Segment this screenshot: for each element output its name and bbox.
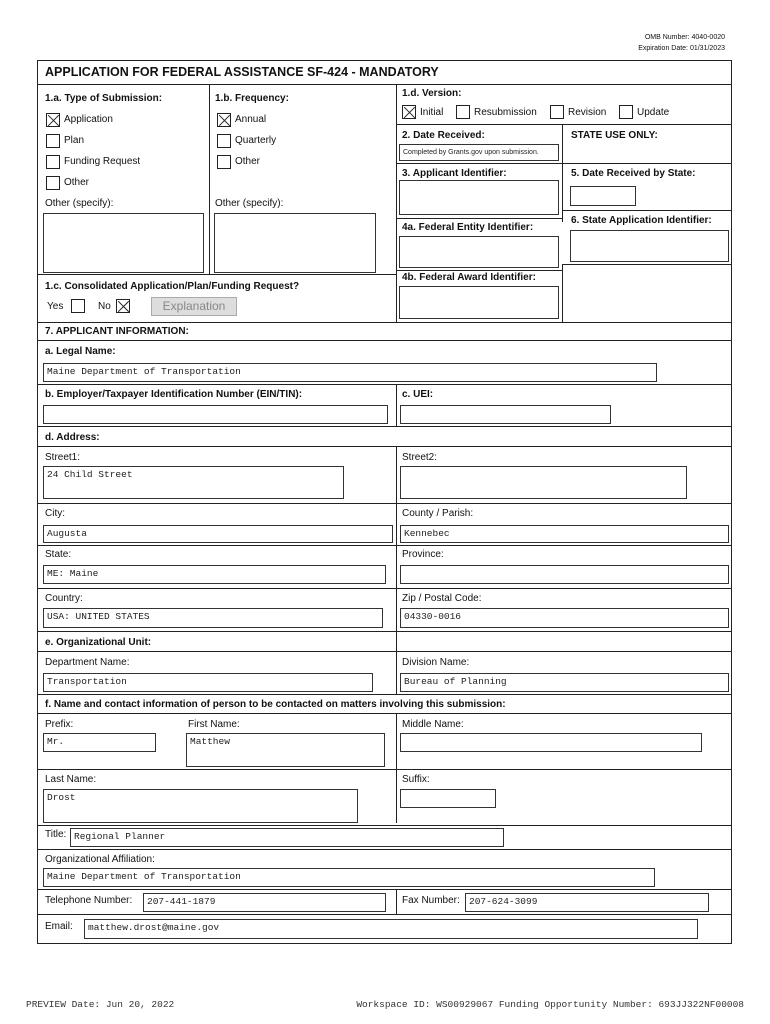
province-input[interactable] [400, 565, 729, 584]
plan-label: Plan [64, 135, 85, 146]
last-name-input[interactable]: Drost [43, 789, 358, 823]
city-label: City: [45, 508, 65, 519]
telephone-input[interactable]: 207-441-1879 [143, 893, 386, 912]
zip-input[interactable]: 04330-0016 [400, 608, 729, 628]
division-input[interactable]: Bureau of Planning [400, 673, 729, 692]
fax-label: Fax Number: [402, 895, 460, 906]
middle-name-label: Middle Name: [402, 719, 464, 730]
applicant-information-header: 7. APPLICANT INFORMATION: [45, 326, 189, 337]
suffix-input[interactable] [400, 789, 496, 808]
title-input[interactable]: Regional Planner [70, 828, 504, 847]
last-name-label: Last Name: [45, 774, 97, 785]
frequency-other-specify-label: Other (specify): [215, 198, 284, 209]
date-received-by-state-label: 5. Date Received by State: [571, 168, 696, 179]
other-frequency-checkbox[interactable] [217, 155, 231, 169]
country-select[interactable]: USA: UNITED STATES [43, 608, 383, 628]
other-submission-checkbox[interactable] [46, 176, 60, 190]
country-label: Country: [45, 593, 83, 604]
date-received-by-state-input[interactable] [570, 186, 636, 206]
date-received-note: Completed by Grants.gov upon submission. [403, 149, 539, 156]
frequency-other-specify-input[interactable] [214, 213, 376, 273]
footer-preview-date: PREVIEW Date: Jun 20, 2022 [26, 999, 175, 1010]
province-label: Province: [402, 549, 444, 560]
ein-input[interactable] [43, 405, 388, 424]
state-application-identifier-input[interactable] [570, 230, 729, 262]
submission-other-specify-input[interactable] [43, 213, 204, 273]
yes-label: Yes [47, 301, 64, 312]
organizational-unit-label: e. Organizational Unit: [45, 637, 152, 648]
first-name-label: First Name: [188, 719, 240, 730]
organizational-affiliation-label: Organizational Affiliation: [45, 854, 155, 865]
prefix-input[interactable]: Mr. [43, 733, 156, 752]
initial-label: Initial [420, 107, 444, 118]
revision-label: Revision [568, 107, 607, 118]
initial-checkbox[interactable] [402, 105, 416, 119]
revision-checkbox[interactable] [550, 105, 564, 119]
address-label: d. Address: [45, 432, 100, 443]
state-label: State: [45, 549, 72, 560]
state-use-only-label: STATE USE ONLY: [571, 130, 658, 141]
county-input[interactable]: Kennebec [400, 525, 729, 543]
contact-info-label: f. Name and contact information of person to be contacted on matters involving this submission: [45, 699, 506, 710]
uei-label: c. UEI: [402, 389, 434, 400]
federal-award-identifier-label: 4b. Federal Award Identifier: [402, 272, 536, 283]
submission-type-label: 1.a. Type of Submission: [45, 93, 163, 104]
other-submission-label: Other [64, 177, 90, 188]
application-label: Application [64, 114, 113, 125]
no-label: No [98, 301, 111, 312]
street2-label: Street2: [402, 452, 438, 463]
quarterly-checkbox[interactable] [217, 134, 231, 148]
state-application-identifier-label: 6. State Application Identifier: [571, 215, 712, 226]
quarterly-label: Quarterly [235, 135, 277, 146]
division-label: Division Name: [402, 657, 470, 668]
telephone-label: Telephone Number: [45, 895, 133, 906]
prefix-label: Prefix: [45, 719, 74, 730]
update-checkbox[interactable] [619, 105, 633, 119]
date-received-field [399, 144, 559, 161]
federal-award-identifier-input[interactable] [399, 286, 559, 319]
expiration-date: Expiration Date: 01/31/2023 [638, 45, 725, 52]
organizational-affiliation-input[interactable]: Maine Department of Transportation [43, 868, 655, 887]
date-received-label: 2. Date Received: [402, 130, 485, 141]
applicant-identifier-label: 3. Applicant Identifier: [402, 168, 507, 179]
omb-number: OMB Number: 4040-0020 [644, 34, 725, 41]
street1-label: Street1: [45, 452, 81, 463]
legal-name-label: a. Legal Name: [45, 346, 116, 357]
consolidated-label: 1.c. Consolidated Application/Plan/Funding Request? [45, 281, 300, 292]
city-input[interactable]: Augusta [43, 525, 393, 543]
federal-entity-identifier-input[interactable] [399, 236, 559, 268]
first-name-input[interactable]: Matthew [186, 733, 385, 767]
street1-input[interactable]: 24 Child Street [43, 466, 344, 499]
update-label: Update [637, 107, 670, 118]
email-label: Email: [45, 921, 73, 932]
email-input[interactable]: matthew.drost@maine.gov [84, 919, 698, 939]
submission-other-specify-label: Other (specify): [45, 198, 114, 209]
state-select[interactable]: ME: Maine [43, 565, 386, 584]
frequency-label: 1.b. Frequency: [215, 93, 289, 104]
federal-entity-identifier-label: 4a. Federal Entity Identifier: [402, 222, 534, 233]
version-label: 1.d. Version: [402, 88, 462, 99]
resubmission-label: Resubmission [474, 107, 537, 118]
annual-checkbox[interactable] [217, 113, 231, 127]
legal-name-input[interactable]: Maine Department of Transportation [43, 363, 657, 382]
applicant-identifier-input[interactable] [399, 180, 559, 215]
explanation-button[interactable]: Explanation [151, 297, 237, 316]
suffix-label: Suffix: [402, 774, 430, 785]
title-label: Title: [45, 829, 67, 840]
other-frequency-label: Other [235, 156, 261, 167]
plan-checkbox[interactable] [46, 134, 60, 148]
consolidated-no-checkbox[interactable] [116, 299, 130, 313]
consolidated-yes-checkbox[interactable] [71, 299, 85, 313]
department-label: Department Name: [45, 657, 130, 668]
county-label: County / Parish: [402, 508, 474, 519]
footer-workspace-info: Workspace ID: WS00929067 Funding Opportunity Number: 693JJ322NF00008 [356, 999, 744, 1010]
uei-input[interactable] [400, 405, 611, 424]
application-checkbox[interactable] [46, 113, 60, 127]
ein-label: b. Employer/Taxpayer Identification Number (EIN/TIN): [45, 389, 303, 400]
fax-input[interactable]: 207-624-3099 [465, 893, 709, 912]
funding-request-checkbox[interactable] [46, 155, 60, 169]
department-input[interactable]: Transportation [43, 673, 373, 692]
resubmission-checkbox[interactable] [456, 105, 470, 119]
zip-label: Zip / Postal Code: [402, 593, 482, 604]
form-title: APPLICATION FOR FEDERAL ASSISTANCE SF-424 - MANDATORY [45, 65, 439, 79]
street2-input[interactable] [400, 466, 687, 499]
funding-request-label: Funding Request [64, 156, 141, 167]
annual-label: Annual [235, 114, 267, 125]
middle-name-input[interactable] [400, 733, 702, 752]
